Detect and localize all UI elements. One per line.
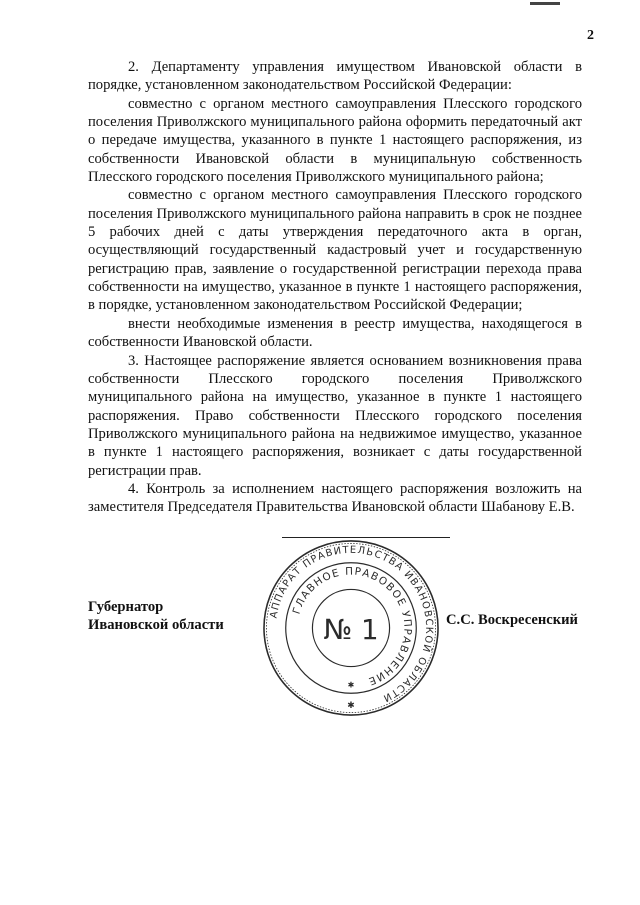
- paragraph-3: 3. Настоящее распоряжение является основанием возникновения права собственности Плесского городского поселения Приволжского муниципального района на имущество, указанное в пункте 1 настоящего распоряжения. Право собственности Плесского городского поселения Приволжского муниципального района на недвижимое имущество, указанное в пункте 1 настоящего распоряжения, возникает с даты государственной регистрации прав.: [88, 352, 582, 479]
- official-seal: [262, 539, 440, 717]
- seal-star-bottom: ✱: [347, 701, 355, 712]
- seal-inner-text: ГЛАВНОЕ ПРАВОВОЕ УПРАВЛЕНИЕ: [290, 565, 414, 688]
- document-body: [88, 58, 582, 517]
- paragraph-2: 2. Департаменту управления имуществом Ивановской области в порядке, установленном законодательством Российской Федерации:: [88, 59, 582, 94]
- seal-outer-text: АППАРАТ ПРАВИТЕЛЬСТВА ИВАНОВСКОЙ ОБЛАСТИ: [268, 544, 435, 704]
- handwritten-underline: [282, 537, 450, 538]
- seal-star-inner: ✱: [347, 680, 355, 690]
- signatory-role: [88, 598, 224, 634]
- signatory-role-line-2: Ивановской области: [88, 617, 224, 633]
- paragraph-2-item-2: совместно с органом местного самоуправления Плесского городского поселения Приволжского муниципального района направить в срок не позднее 5 рабочих дней с даты утверждения передаточного акта в орган, осуществляющий государственный кадастровый учет и государственную регистрацию прав, заявление о государственной регистрации перехода права собственности на имущество, указанное в пункте 1 настоящего распоряжения, в порядке, установленном законодательством Российской Федерации;: [88, 187, 582, 314]
- scan-artifact: [530, 2, 560, 5]
- signatory-role-line-1: Губернатор: [88, 599, 164, 615]
- signatory-name: С.С. Воскресенский: [446, 612, 578, 628]
- paragraph-2-item-3: внести необходимые изменения в реестр имущества, находящегося в собственности Ивановской области.: [88, 315, 582, 351]
- page-number: 2: [587, 28, 594, 43]
- seal-center-number: № 1: [323, 612, 379, 646]
- paragraph-4: 4. Контроль за исполнением настоящего распоряжения возложить на заместителя Председателя Правительства Ивановской области Шабанову Е.В.: [88, 480, 582, 516]
- paragraph-2-item-1: совместно с органом местного самоуправления Плесского городского поселения Приволжского муниципального района оформить передаточный акт о передаче имущества, указанного в пункте 1 настоящего распоряжения, из собственности Ивановской области в муниципальную собственность Плесского городского поселения Приволжского муниципального района;: [88, 95, 582, 186]
